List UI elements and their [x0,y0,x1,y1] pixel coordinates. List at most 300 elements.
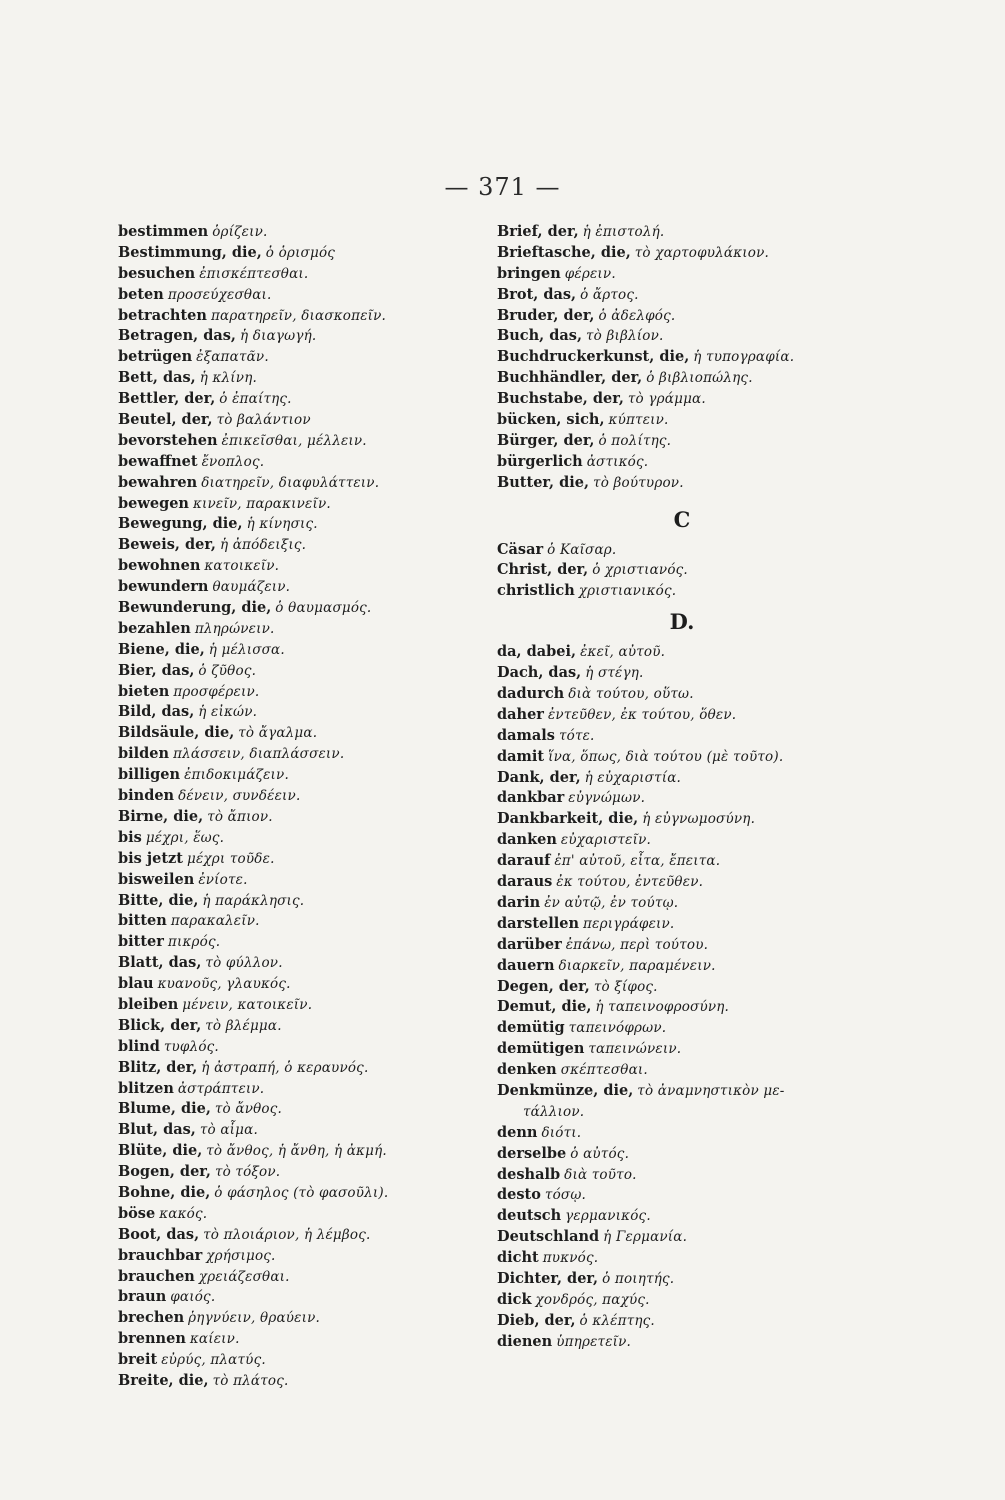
entry-translation: πικρός. [167,934,221,951]
entry-translation: ἐν αὐτῷ, ἐν τούτῳ. [544,894,679,911]
entry-headword: damals [497,726,555,744]
entry-translation: τάλλιον. [523,1103,585,1120]
entry-translation: ἐκεῖ, αὐτοῦ. [580,644,666,661]
dictionary-entry [497,1290,867,1311]
entry-headword: dick [497,1290,532,1308]
dictionary-entry [118,953,488,974]
entry-translation: χονδρός, παχύς. [535,1291,650,1308]
dictionary-entry [118,514,488,535]
entry-headword: bewegen [118,494,189,512]
dictionary-entry [497,560,867,581]
entry-headword: Buchhändler, der, [497,369,643,387]
dictionary-entry [118,1037,488,1058]
entry-headword: danken [497,831,557,849]
dictionary-entry [118,389,488,410]
entry-headword: blau [118,975,154,993]
entry-translation: μένειν, κατοικεῖν. [182,996,313,1013]
entry-headword: Blitz, der, [118,1058,198,1076]
dictionary-entry [497,684,867,705]
dictionary-entry [497,1081,867,1102]
entry-headword: brauchbar [118,1246,203,1264]
entry-translation: παρατηρεῖν, διασκοπεῖν. [210,307,387,324]
dictionary-entry [118,849,488,870]
entry-headword: Blatt, das, [118,954,202,972]
entry-translation: ὁ ζῦθος. [198,662,257,679]
dictionary-entry [497,1269,867,1290]
dictionary-entry [118,1246,488,1267]
entry-translation: ὁ βιβλιοπώλης. [646,370,753,387]
dictionary-entry [118,702,488,723]
entry-headword: Bruder, der, [497,306,595,324]
dictionary-entry [118,1016,488,1037]
entry-headword: Bohne, die, [118,1183,211,1201]
entry-headword: Christ, der, [497,561,589,579]
entry-translation: ὁ Καῖσαρ. [547,541,617,558]
entry-headword: Bewunderung, die, [118,599,272,617]
dictionary-entry [118,891,488,912]
entry-translation: ἡ διαγωγή. [239,328,317,345]
dictionary-entry [497,1123,867,1144]
dictionary-entry [118,807,488,828]
dictionary-entry [118,1225,488,1246]
entry-headword: Breite, die, [118,1371,209,1389]
dictionary-entry [118,1099,488,1120]
entry-translation: φαιός. [170,1289,216,1306]
entry-headword: bezahlen [118,619,191,637]
entry-translation: τὸ βαλάντιον [216,412,311,429]
dictionary-entry [497,410,867,431]
dictionary-entry [118,1329,488,1350]
entry-headword: bieten [118,682,170,700]
entry-headword: beten [118,285,164,303]
dictionary-entry [497,872,867,893]
entry-translation: τὸ ἄπιον. [207,808,273,825]
dictionary-entry [497,326,867,347]
entry-headword: darauf [497,852,551,870]
entry-headword: Degen, der, [497,977,590,995]
dictionary-entry [497,1144,867,1165]
dictionary-entry [497,788,867,809]
dictionary-entry [497,956,867,977]
dictionary-entry [118,932,488,953]
entry-translation: ἔνοπλος. [201,453,265,470]
section-letter-d: D. [669,609,695,635]
dictionary-entry [497,452,867,473]
dictionary-entry [497,663,867,684]
entry-headword: deutsch [497,1207,562,1225]
dictionary-entry [118,765,488,786]
entry-translation: καίειν. [189,1331,240,1348]
entry-headword: bleiben [118,995,179,1013]
entry-translation: τὸ φύλλον. [205,955,283,972]
dictionary-entry [118,1204,488,1225]
entry-headword: Boot, das, [118,1225,200,1243]
dictionary-entry [118,1350,488,1371]
dictionary-entry [118,222,488,243]
dictionary-entry [497,222,867,243]
dictionary-entry [497,914,867,935]
entry-translation: ἐκ τούτου, ἐντεῦθεν. [556,874,704,891]
dictionary-entry [497,347,867,368]
entry-headword: dicht [497,1249,539,1267]
dictionary-entry [118,828,488,849]
entry-translation: ὁ ἀδελφός. [598,307,676,324]
entry-translation: ἡ ἀπόδειξις. [219,537,307,554]
entry-translation: ἡ ἀστραπή, ὁ κεραυνός. [201,1059,369,1076]
entry-headword: Biene, die, [118,640,205,658]
entry-translation: τυφλός. [163,1038,219,1055]
entry-translation: ἡ μέλισσα. [208,641,285,658]
entry-translation: ἡ τυπογραφία. [693,349,795,366]
entry-translation: διατηρεῖν, διαφυλάττειν. [201,474,380,491]
entry-translation: ἐπάνω, περὶ τούτου. [565,936,709,953]
dictionary-entry [118,347,488,368]
entry-headword: bewaffnet [118,452,198,470]
dictionary-entry [497,1102,867,1123]
entry-translation: εὐγνώμων. [568,790,646,807]
entry-translation: ὁ αὐτός. [570,1145,630,1162]
entry-translation: διότι. [541,1124,582,1141]
entry-translation: μέχρι, ἕως. [145,829,225,846]
entries-d [497,642,867,1352]
entry-headword: dankbar [497,789,565,807]
dictionary-entry [497,768,867,789]
entry-headword: Bitte, die, [118,891,199,909]
dictionary-entry [497,642,867,663]
dictionary-entry [118,577,488,598]
entry-headword: breit [118,1351,158,1369]
entry-headword: bürgerlich [497,452,583,470]
entry-headword: bitten [118,912,167,930]
entry-translation: τὸ αἷμα. [199,1122,258,1139]
entry-translation: τότε. [558,727,595,744]
entry-headword: Blick, der, [118,1016,202,1034]
dictionary-entry [118,1058,488,1079]
entry-headword: desto [497,1186,541,1204]
entry-translation: τόσῳ. [544,1187,587,1204]
dictionary-entry [118,1371,488,1392]
entry-translation: τὸ πλοιάριον, ἡ λέμβος. [203,1226,371,1243]
entry-headword: deshalb [497,1165,561,1183]
entry-translation: ὁ ὁρισμός [265,244,336,261]
entry-translation: προσφέρειν. [173,683,260,700]
entry-translation: μέχρι τοῦδε. [186,850,275,867]
entry-headword: brechen [118,1309,185,1327]
entry-headword: dauern [497,956,555,974]
dictionary-entry [497,809,867,830]
entry-translation: ἡ ταπεινοφροσύνη. [595,999,730,1016]
entry-translation: ἡ εὐχαριστία. [584,769,681,786]
entry-headword: demütig [497,1019,565,1037]
entry-translation: ἵνα, ὅπως, διὰ τούτου (μὲ τοῦτο). [548,748,784,765]
entry-headword: demütigen [497,1040,585,1058]
entry-translation: ὁ χριστιανός. [592,562,688,579]
entry-headword: denn [497,1123,538,1141]
dictionary-entry [497,997,867,1018]
dictionary-entry [497,264,867,285]
entry-translation: κατοικεῖν. [204,558,280,575]
dictionary-entry [497,1332,867,1353]
entry-headword: Dieb, der, [497,1311,576,1329]
dictionary-entry [497,389,867,410]
entry-translation: τὸ γράμμα. [627,391,706,408]
dictionary-entry [497,1248,867,1269]
entry-translation: παρακαλεῖν. [170,913,260,930]
dictionary-entry [497,935,867,956]
entry-headword: Bildsäule, die, [118,724,235,742]
entry-headword: bisweilen [118,870,195,888]
entry-headword: böse [118,1204,156,1222]
entry-headword: bücken, sich, [497,411,605,429]
dictionary-entry [497,431,867,452]
dictionary-entry [118,410,488,431]
entry-headword: Blüte, die, [118,1142,203,1160]
entry-headword: Buch, das, [497,327,583,345]
dictionary-entry [118,1308,488,1329]
entry-translation: ἐπισκέπτεσθαι. [199,265,309,282]
entry-translation: ὁ πολίτης. [598,432,672,449]
entry-headword: billigen [118,766,181,784]
dictionary-entry [497,893,867,914]
entry-headword: Bild, das, [118,703,195,721]
dictionary-entry [118,368,488,389]
dictionary-entry [497,1039,867,1060]
dictionary-entry [118,870,488,891]
dictionary-entry [497,243,867,264]
entry-translation: ὁ κλέπτης. [579,1312,655,1329]
entry-translation: δένειν, συνδέειν. [178,788,301,805]
entry-headword: daraus [497,873,553,891]
entry-translation: ἀστικός. [586,453,649,470]
entry-headword: betrügen [118,348,193,366]
entry-translation: τὸ βιβλίον. [586,328,664,345]
entry-headword: binden [118,787,175,805]
entry-headword: Bett, das, [118,369,196,387]
dictionary-entry [118,995,488,1016]
dictionary-entry [118,452,488,473]
entry-translation: χρειάζεσθαι. [198,1268,290,1285]
entry-headword: braun [118,1288,167,1306]
entry-headword: Brief, der, [497,223,579,240]
entry-headword: da, dabei, [497,643,577,661]
entry-translation: κύπτειν. [608,412,669,429]
entry-headword: Demut, die, [497,998,592,1016]
entry-translation: χριστιανικός. [578,583,677,600]
dictionary-entry [118,1287,488,1308]
entry-headword: Deutschland [497,1228,600,1246]
entry-headword: christlich [497,582,575,600]
dictionary-entry [118,243,488,264]
dictionary-entry [118,661,488,682]
entry-translation: ἐξαπατᾶν. [196,349,269,366]
entry-translation: σκέπτεσθαι. [560,1062,648,1079]
dictionary-entry [497,581,867,602]
entry-translation: ἡ στέγη. [585,665,644,682]
dictionary-entry [497,540,867,561]
entry-translation: τὸ ἄνθος. [214,1101,283,1118]
entry-translation: ἐπικεῖσθαι, μέλλειν. [221,432,367,449]
entry-translation: φέρειν. [564,265,616,282]
entry-headword: blitzen [118,1079,174,1097]
entry-translation: ἡ εἰκών. [198,704,258,721]
dictionary-entry [118,911,488,932]
dictionary-entry [497,830,867,851]
dictionary-entry [497,473,867,494]
dictionary-entry [497,1165,867,1186]
entry-translation: ἡ Γερμανία. [603,1229,688,1246]
dictionary-entry [118,556,488,577]
entry-translation: ὑπηρετεῖν. [556,1333,632,1350]
dictionary-entry [497,1018,867,1039]
entry-headword: Dankbarkeit, die, [497,810,639,828]
entry-translation: ἐνίοτε. [198,871,248,888]
entry-headword: Cäsar [497,540,544,558]
entry-translation: ἡ κλίνη. [199,370,257,387]
dictionary-entry [497,285,867,306]
entry-translation: τὸ χαρτοφυλάκιον. [634,244,769,261]
entry-translation: ἐντεῦθεν, ἐκ τούτου, ὅθεν. [547,706,737,723]
entry-translation: εὐρύς, πλατύς. [161,1352,266,1369]
entry-headword: Blume, die, [118,1100,211,1118]
right-column [497,222,867,1353]
dictionary-entry [118,473,488,494]
dictionary-entry [497,726,867,747]
entry-translation: ὁ ἐπαίτης. [219,391,292,408]
dictionary-entry [118,682,488,703]
entry-headword: Butter, die, [497,473,590,491]
dictionary-entry [118,494,488,515]
dictionary-entry [118,431,488,452]
dictionary-entry [497,1060,867,1081]
entry-headword: blind [118,1037,160,1055]
dictionary-entry [118,285,488,306]
entry-translation: κακός. [159,1205,208,1222]
entry-translation: ὁ φάσηλος (τὸ φασοῦλι). [214,1184,389,1201]
dictionary-entry [497,1227,867,1248]
entry-translation: ἡ εὐγνωμοσύνη. [642,811,756,828]
entry-headword: dadurch [497,685,565,703]
entry-headword: daher [497,705,544,723]
entry-headword: bitter [118,933,164,951]
entry-headword: denken [497,1061,557,1079]
dictionary-entry [118,744,488,765]
entry-translation: διὰ τούτου, οὕτω. [568,686,694,703]
entry-headword: Buchstabe, der, [497,390,624,408]
dictionary-entry [497,368,867,389]
dictionary-entry [118,786,488,807]
entry-headword: darin [497,893,541,911]
entry-translation: τὸ ἄνθος, ἡ ἄνθη, ἡ ἀκμή. [206,1143,387,1160]
dictionary-entry [118,1079,488,1100]
entry-headword: Dank, der, [497,768,581,786]
entry-headword: darstellen [497,914,580,932]
entry-headword: brauchen [118,1267,195,1285]
entry-headword: Bogen, der, [118,1163,211,1181]
entry-translation: τὸ ἀναμνηστικὸν με- [637,1082,785,1099]
entry-headword: damit [497,747,545,765]
dictionary-entry [497,1311,867,1332]
entry-translation: πλάσσειν, διαπλάσσειν. [173,746,345,763]
entry-headword: dienen [497,1332,553,1350]
dictionary-entry [497,851,867,872]
dictionary-entry [118,619,488,640]
entry-headword: Bewegung, die, [118,515,243,533]
entry-translation: τὸ ξίφος. [593,978,658,995]
entry-translation: ἡ παράκλησις. [202,892,305,909]
entry-headword: bewundern [118,578,209,596]
dictionary-entry [497,747,867,768]
entry-translation: διαρκεῖν, παραμένειν. [558,957,716,974]
entry-translation: ἐπ' αὐτοῦ, εἶτα, ἔπειτα. [554,853,721,870]
dictionary-entry [118,1162,488,1183]
entry-translation: ὁ ἄρτος. [580,286,639,303]
dictionary-entry [118,306,488,327]
entry-headword: Bettler, der, [118,390,216,408]
entry-headword: Buchdruckerkunst, die, [497,348,690,366]
entry-translation: ἡ κίνησις. [246,516,318,533]
entry-headword: Dach, das, [497,664,582,682]
entry-translation: πυκνός. [542,1250,599,1267]
dictionary-entry [118,535,488,556]
entry-translation: πληρώνειν. [194,620,275,637]
dictionary-entry [497,977,867,998]
entry-headword: Brieftasche, die, [497,243,631,261]
dictionary-entry [118,1183,488,1204]
dictionary-entry [497,306,867,327]
section-letter-c: C [673,506,691,532]
entries-c [497,540,867,603]
entry-headword: Bestimmung, die, [118,243,262,261]
entry-translation: θαυμάζειν. [212,579,291,596]
dictionary-entry [118,974,488,995]
entry-headword: Bier, das, [118,661,195,679]
left-column [118,222,488,1392]
entry-translation: ἐπιδοκιμάζειν. [184,767,289,784]
entry-translation: κινεῖν, παρακινεῖν. [192,495,331,512]
entry-translation: γερμανικός. [565,1208,651,1225]
entry-headword: bestimmen [118,223,209,240]
entry-translation: τὸ βούτυρον. [593,474,684,491]
entry-translation: ὁρίζειν. [212,224,268,240]
entry-headword: Blut, das, [118,1121,196,1139]
dictionary-entry [118,326,488,347]
entries-b-continued [497,222,867,494]
dictionary-entry [497,705,867,726]
entry-headword: bis jetzt [118,849,183,867]
entry-headword: Beutel, der, [118,411,213,429]
entry-translation: ῥηγνύειν, θραύειν. [188,1310,321,1327]
entry-headword: Brot, das, [497,285,577,303]
entry-translation: χρήσιμος. [206,1247,276,1264]
dictionary-entry [118,640,488,661]
entry-headword: derselbe [497,1144,567,1162]
entry-translation: τὸ βλέμμα. [205,1017,282,1034]
entry-headword: Birne, die, [118,807,204,825]
entry-translation: τὸ πλάτος. [212,1372,289,1389]
entry-translation: ἀστράπτειν. [177,1080,265,1097]
entry-translation: τὸ τόξον. [214,1164,281,1181]
entry-translation: ταπεινόφρων. [568,1020,667,1037]
entry-headword: Denkmünze, die, [497,1081,634,1099]
dictionary-entry [118,598,488,619]
dictionary-entry [497,1185,867,1206]
entry-headword: darüber [497,935,562,953]
entry-translation: ἡ ἐπιστολή. [582,224,665,240]
entry-headword: bringen [497,264,561,282]
entry-headword: bevorstehen [118,431,218,449]
entry-translation: εὐχαριστεῖν. [560,832,651,849]
entry-headword: besuchen [118,264,196,282]
